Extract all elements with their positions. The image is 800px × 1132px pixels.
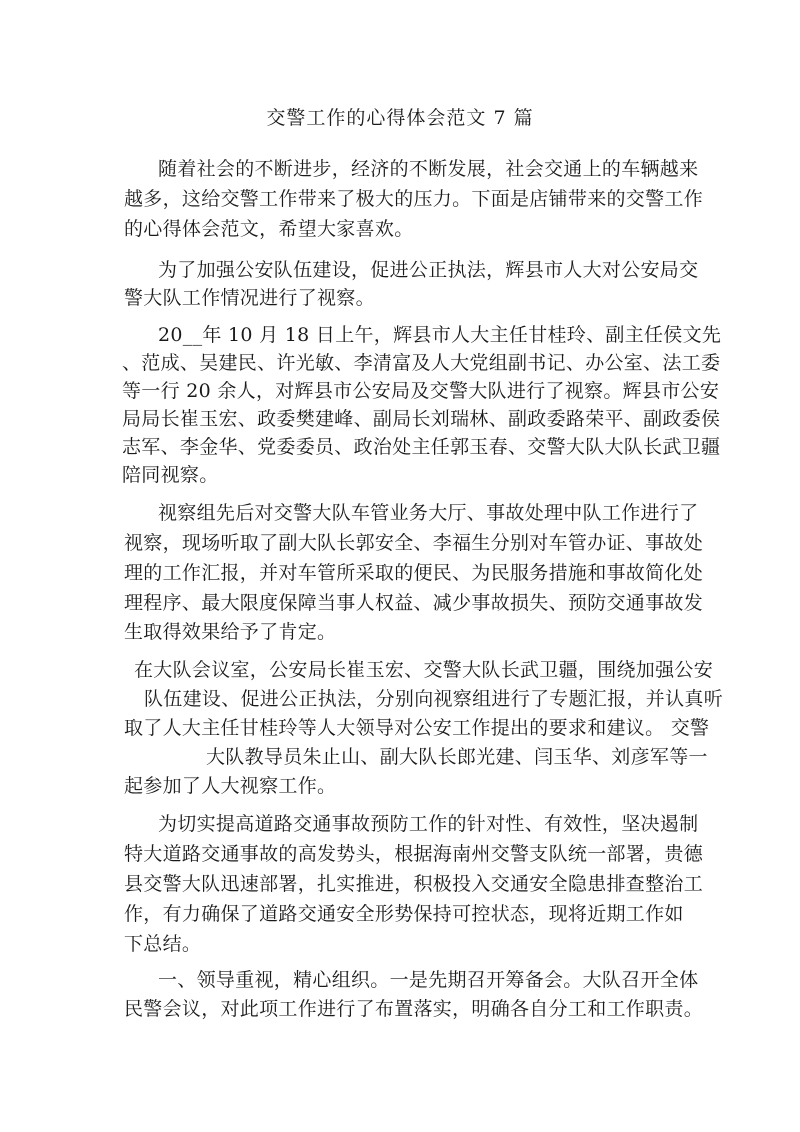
text-line: 起参加了人大视察工作。 [124,775,337,797]
text-line: 、范成、吴建民、许光敏、李清富及人大党组副书记、办公室、法工委 [122,352,721,374]
text-line: 在大队会议室，公安局长崔玉宏、交警大队长武卫疆，围绕加强公安 [134,659,714,681]
text-line: 县交警大队迅速部署，扎实推进，积极投入交通安全隐患排查整治工 [124,873,704,895]
text-line: 下总结。 [124,933,202,955]
text-line: 理程序、最大限度保障当事人权益、减少事故损失、预防交通事故发 [124,592,704,614]
text-line: 视察组先后对交警大队车管业务大厅、事故处理中队工作进行了 [158,502,699,524]
text-line: 等一行 20 余人，对辉县市公安局及交警大队进行了视察。辉县市公安 [122,380,720,402]
text-line: 为了加强公安队伍建设，促进公正执法，辉县市人大对公安局交 [158,259,699,281]
text-line: 特大道路交通事故的高发势头，根据海南州交警支队统一部署，贵德 [124,843,704,865]
text-line: 警大队工作情况进行了视察。 [124,287,375,309]
text-line: 取了人大主任甘桂玲等人大领导对公安工作提出的要求和建议。 交警 [124,717,710,739]
text-line: 队伍建设、促进公正执法，分别向视察组进行了专题汇报，并认真听 [144,688,724,710]
text-line: 越多，这给交警工作带来了极大的压力。下面是店铺带来的交警工作 [124,188,704,210]
text-line: 视察，现场听取了副大队长郭安全、李福生分别对车管办证、事故处 [124,532,704,554]
text-line: 局局长崔玉宏、政委樊建峰、副局长刘瑞林、副政委路荣平、副政委侯 [122,408,721,430]
text-line: 为切实提高道路交通事故预防工作的针对性、有效性，坚决遏制 [158,813,699,835]
text-line: 一、领导重视，精心组织。一是先期召开筹备会。大队召开全体 [158,969,699,991]
document-title: 交警工作的心得体会范文 7 篇 [266,107,534,129]
text-line: 陪同视察。 [122,464,219,486]
text-line: 理的工作汇报，并对车管所采取的便民、为民服务措施和事故简化处 [124,562,704,584]
text-line: 民警会议，对此项工作进行了布置落实，明确各自分工和工作职责。 [124,998,704,1020]
text-line: 的心得体会范文，希望大家喜欢。 [124,218,414,240]
text-line: 随着社会的不断进步，经济的不断发展，社会交通上的车辆越来 [158,158,699,180]
text-line: 志军、李金华、党委委员、政治处主任郭玉春、交警大队大队长武卫疆 [122,436,721,458]
text-line: 生取得效果给予了肯定。 [124,621,337,643]
text-line: 20__年 10 月 18 日上午，辉县市人大主任甘桂玲、副主任侯文先 [158,324,722,346]
text-line: 大队教导员朱止山、副大队长郎光建、闫玉华、刘彦军等一 [206,746,708,768]
text-line: 作，有力确保了道路交通安全形势保持可控状态，现将近期工作如 [124,903,684,925]
